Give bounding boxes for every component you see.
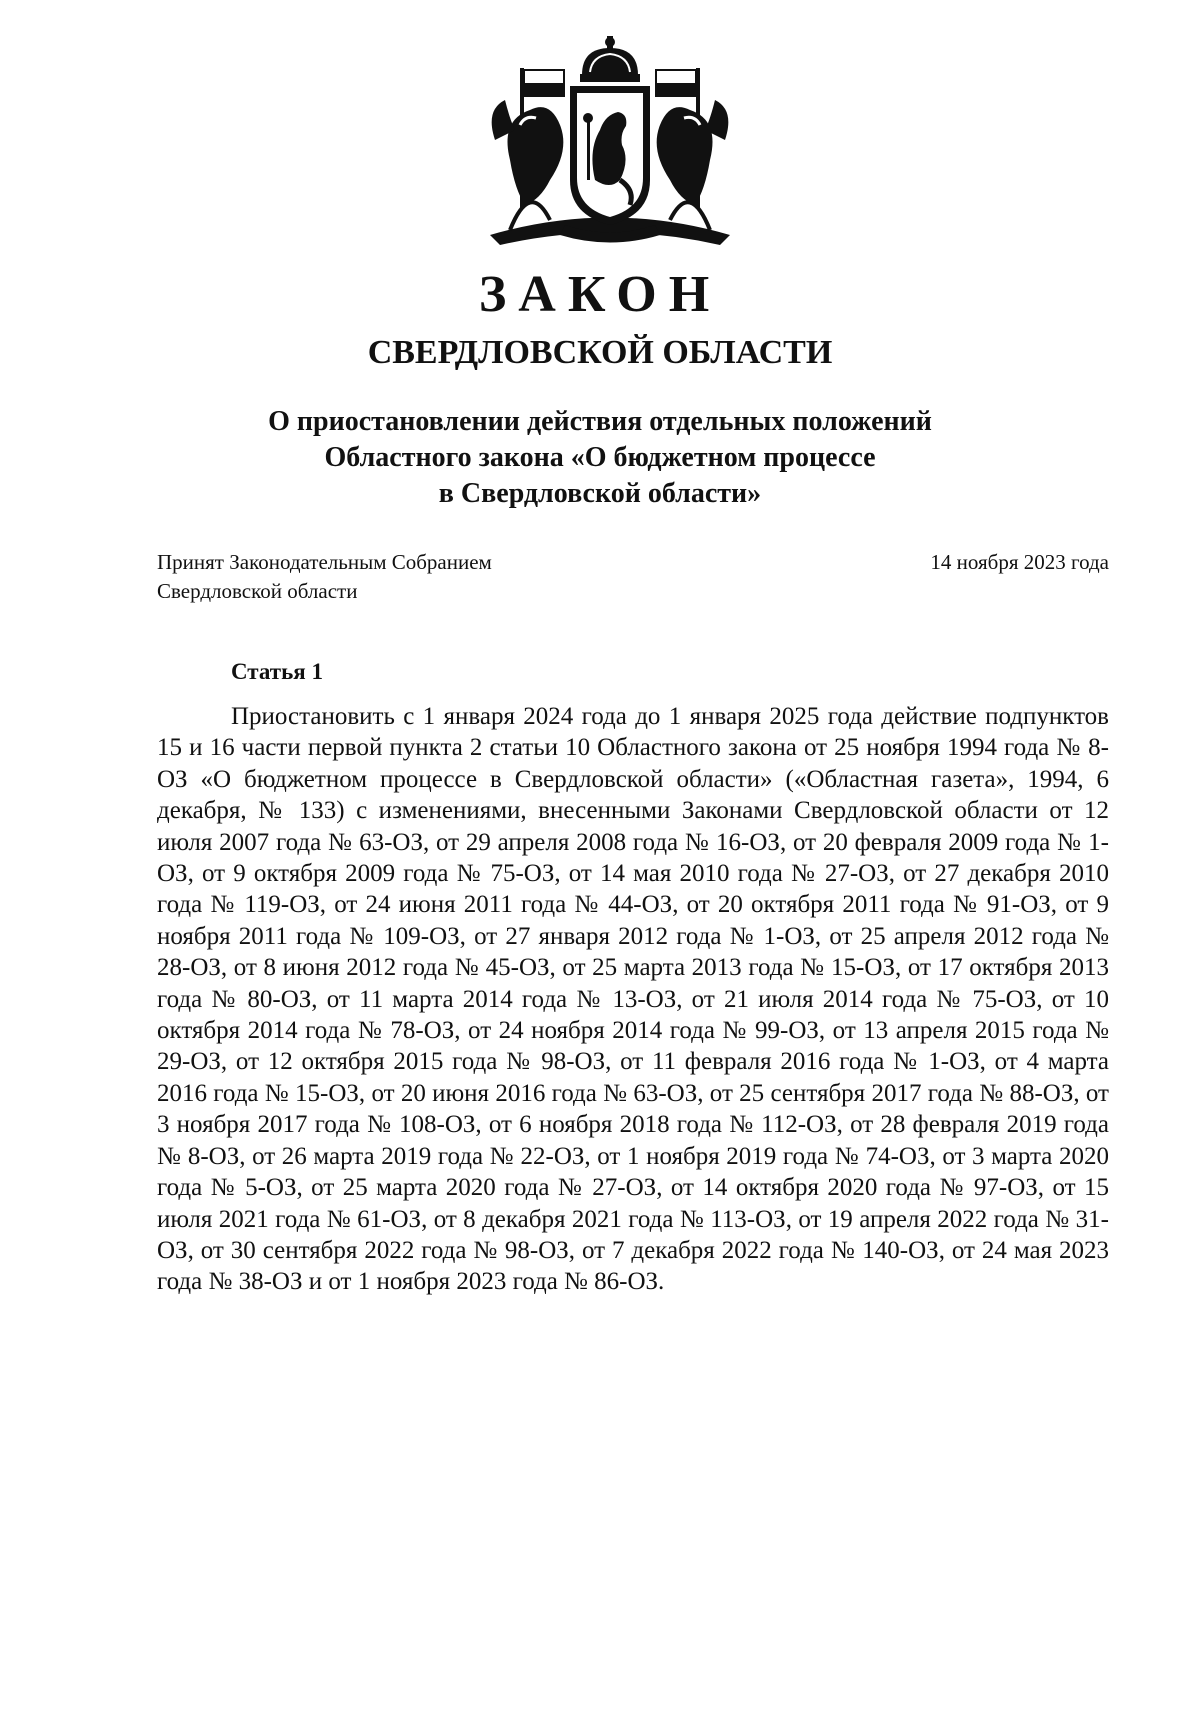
- adoption-date: 14 ноября 2023 года: [930, 550, 1109, 574]
- article-heading: Статья 1: [231, 659, 323, 684]
- region-name: СВЕРДЛОВСКОЙ ОБЛАСТИ: [367, 334, 833, 371]
- title-line: Областного закона «О бюджетном процессе: [324, 442, 876, 473]
- adoption-line: Принят Законодательным Собранием: [157, 550, 492, 574]
- document-title: [180, 404, 1020, 512]
- adoption-line: Свердловской области: [157, 579, 358, 603]
- adoption-statement: [157, 548, 492, 606]
- title-line: О приостановлении действия отдельных положений: [268, 406, 932, 437]
- coat-of-arms-icon: [470, 30, 750, 250]
- article-text: Приостановить с 1 января 2024 года до 1 января 2025 года действие подпунктов 15 и 16 части первой пункта 2 статьи 10 Областного закона от 25 ноября 1994 года № 8-ОЗ «О бюджетном процессе в Свердловской области» («Областная газета», 1994, 6 декабря, № 133) с изменениями, внесенными Законами Свердловской области от 12 июля 2007 года № 63-ОЗ, от 29 апреля 2008 года № 16-ОЗ, от 20 февраля 2009 года № 1-ОЗ, от 9 октября 2009 года № 75-ОЗ, от 14 мая 2010 года № 27-ОЗ, от 27 декабря 2010 года № 119-ОЗ, от 24 июня 2011 года № 44-ОЗ, от 20 октября 2011 года № 91-ОЗ, от 9 ноября 2011 года № 109-ОЗ, от 27 января 2012 года № 1-ОЗ, от 25 апреля 2012 года № 28-ОЗ, от 8 июня 2012 года № 45-ОЗ, от 25 марта 2013 года № 15-ОЗ, от 17 октября 2013 года № 80-ОЗ, от 11 марта 2014 года № 13-ОЗ, от 21 июля 2014 года № 75-ОЗ, от 10 октября 2014 года № 78-ОЗ, от 24 ноября 2014 года № 99-ОЗ, от 13 апреля 2015 года № 29-ОЗ, от 12 октября 2015 года № 98-ОЗ, от 11 февраля 2016 года № 1-ОЗ, от 4 марта 2016 года № 15-ОЗ, от 20 июня 2016 года № 63-ОЗ, от 25 сентября 2017 года № 88-ОЗ, от 3 ноября 2017 года № 108-ОЗ, от 6 ноября 2018 года № 112-ОЗ, от 28 февраля 2019 года № 8-ОЗ, от 26 марта 2019 года № 22-ОЗ, от 1 ноября 2019 года № 74-ОЗ, от 3 марта 2020 года № 5-ОЗ, от 25 марта 2020 года № 27-ОЗ, от 14 октября 2020 года № 97-ОЗ, от 15 июля 2021 года № 61-ОЗ, от 8 декабря 2021 года № 113-ОЗ, от 19 апреля 2022 года № 31-ОЗ, от 30 сентября 2022 года № 98-ОЗ, от 7 декабря 2022 года № 140-ОЗ, от 24 мая 2023 года № 38-ОЗ и от 1 ноября 2023 года № 86-ОЗ.: [157, 703, 1109, 1296]
- law-heading: ЗАКОН: [478, 266, 722, 323]
- title-line: в Свердловской области»: [438, 478, 762, 509]
